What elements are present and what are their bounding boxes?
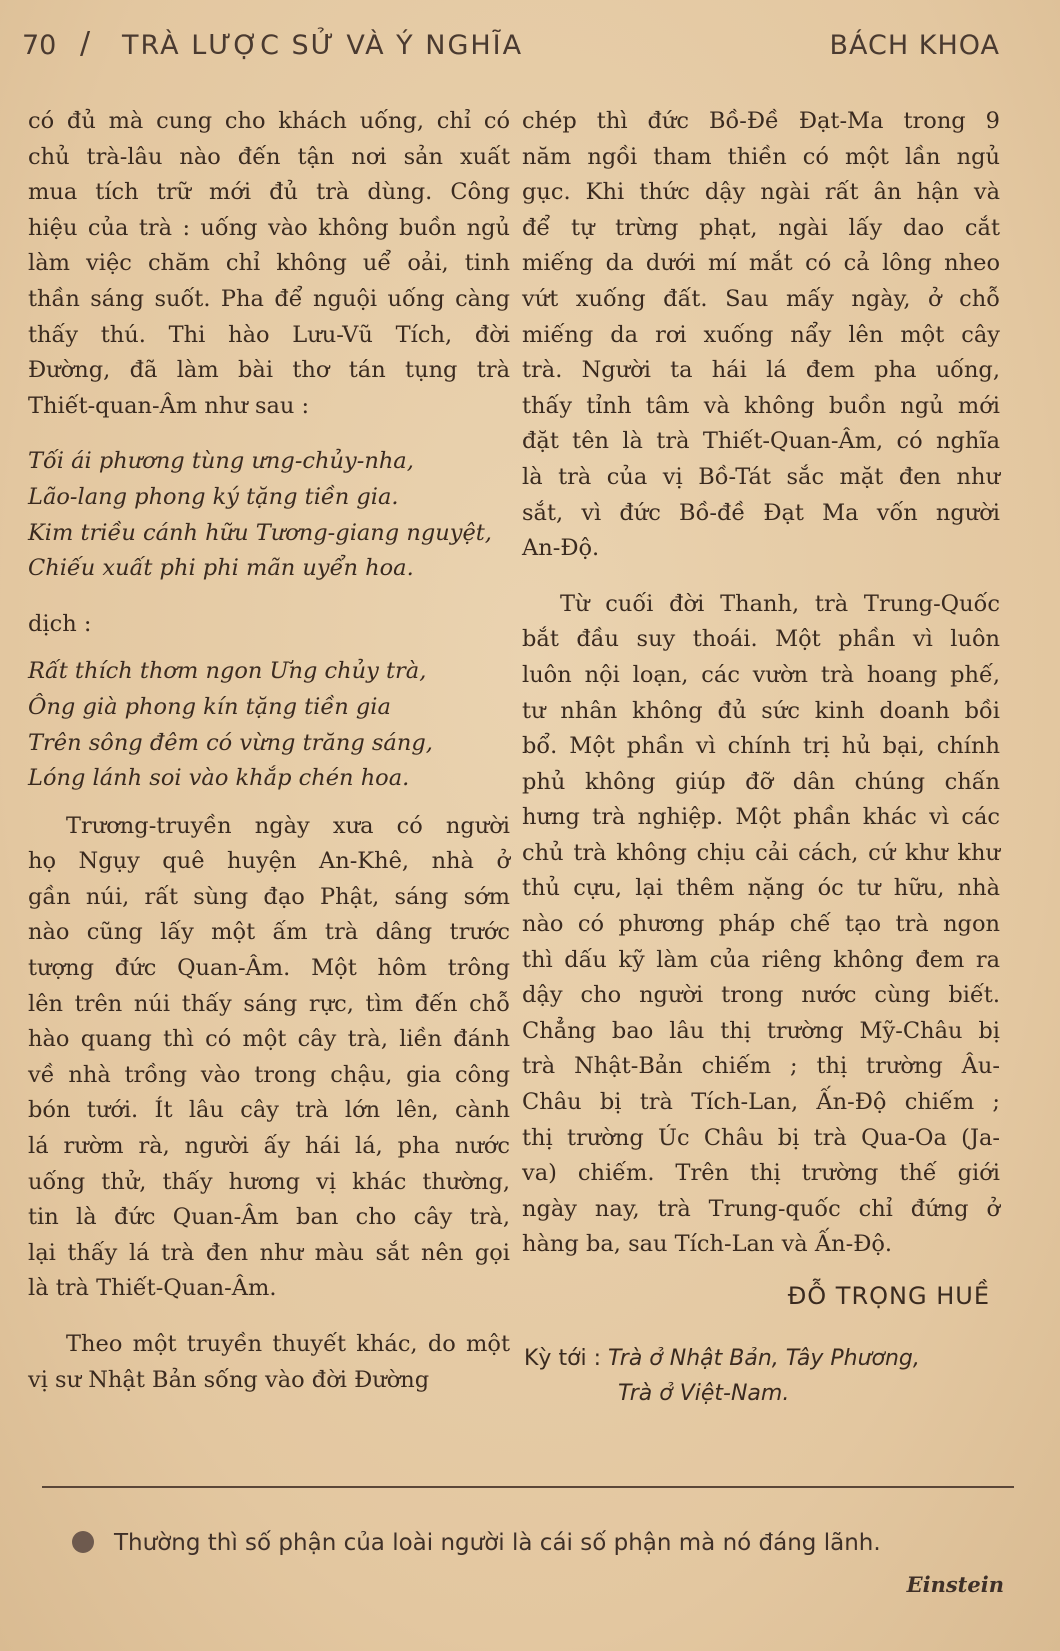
text-line: Theo một truyền thuyết khác, do một — [66, 1331, 510, 1357]
poem-line: Tối ái phương tùng ưng-chủy-nha, — [28, 448, 414, 475]
text-line: hiệu của trà : uống vào không buồn ngủ — [28, 214, 510, 241]
text-line: gục. Khi thức dậy ngài rất ân hận và — [522, 179, 1000, 206]
paragraph-decline — [522, 587, 1000, 1263]
text-line: thị trường Úc Châu bị trà Qua-Oa (Ja- — [522, 1124, 1000, 1151]
text-line: miếng da dưới mí mắt có cả lông nheo — [522, 250, 1000, 277]
text-line: hàng ba, sau Tích-Lan và Ấn-Độ. — [522, 1231, 893, 1258]
text-line: đặt tên là trà Thiết-Quan-Âm, có nghĩa — [522, 428, 1000, 455]
text-line: tư nhân không đủ sức kinh doanh bồi — [522, 697, 1000, 724]
translation-label: dịch : — [28, 610, 92, 637]
quote-text: Thường thì số phận của loài người là cái số phận mà nó đáng lãnh. — [114, 1530, 881, 1556]
footer-quote — [72, 1530, 881, 1556]
article-title: TRÀ LƯỢC SỬ VÀ Ý NGHĨA — [122, 30, 524, 61]
text-line: Chẳng bao lâu thị trường Mỹ-Châu bị — [522, 1017, 1000, 1044]
poem-line: Trên sông đêm có vừng trăng sáng, — [28, 729, 433, 756]
quote-author: Einstein — [906, 1572, 1004, 1597]
text-line: Từ cuối đời Thanh, trà Trung-Quốc — [560, 590, 1000, 617]
text-line: họ Ngụy quê huyện An-Khê, nhà ở — [28, 848, 510, 875]
text-line: tượng đức Quan-Âm. Một hôm trông — [28, 955, 510, 982]
text-line: trà Nhật-Bản chiếm ; thị trường Âu- — [522, 1053, 1000, 1080]
text-line: Trương-truyền ngày xưa có người — [66, 812, 510, 839]
text-line: mua tích trữ mới đủ trà dùng. Công — [28, 179, 510, 206]
text-line: bổ. Một phần vì chính trị hủ bại, chính — [522, 733, 1000, 760]
text-line: là trà của vị Bồ-Tát sắc mặt đen như — [522, 463, 1000, 490]
text-line: để tự trừng phạt, ngài lấy dao cắt — [522, 214, 1000, 241]
left-column — [28, 104, 510, 1398]
poem-line: Chiếu xuất phi phi mãn uyển hoa. — [28, 555, 414, 582]
next-issue-topic-2: Trà ở Việt-Nam. — [618, 1381, 790, 1407]
text-line: thần sáng suốt. Pha để nguội uống càng — [28, 285, 510, 312]
page-header — [22, 22, 1000, 72]
text-line: hưng trà nghiệp. Một phần khác vì các — [522, 804, 1000, 831]
text-line: phủ không giúp đỡ dân chúng chấn — [522, 768, 1000, 795]
poem-original — [28, 444, 510, 586]
text-line: chép thì đức Bồ-Đề Đạt-Ma trong 9 — [522, 108, 1000, 134]
text-line: có đủ mà cung cho khách uống, chỉ có — [28, 108, 510, 134]
text-line: miếng da rơi xuống nẩy lên một cây — [522, 321, 1000, 348]
text-line: trà. Người ta hái lá đem pha uống, — [522, 357, 1000, 384]
text-line: nào có phương pháp chế tạo trà ngon — [522, 911, 1000, 938]
right-column — [522, 104, 1000, 1412]
poem-line: Rất thích thơm ngon Ưng chủy trà, — [28, 658, 427, 685]
poem-line: Ông già phong kín tặng tiền gia — [28, 693, 391, 720]
paragraph-other-legend — [28, 1327, 510, 1398]
next-issue-label: Kỳ tới : — [524, 1345, 602, 1371]
paragraph-intro — [28, 104, 510, 424]
text-line: va) chiếm. Trên thị trường thế giới — [522, 1160, 1000, 1187]
text-line: hào quang thì có một cây trà, liền đánh — [28, 1026, 510, 1053]
text-line: Đường, đã làm bài thơ tán tụng trà — [28, 357, 510, 384]
text-line: bón tưới. Ít lâu cây trà lớn lên, cành — [28, 1097, 510, 1124]
next-issue-note — [522, 1341, 1000, 1412]
text-line: gần núi, rất sùng đạo Phật, sáng sớm — [28, 883, 510, 910]
text-line: vị sư Nhật Bản sống vào đời Đường — [28, 1366, 430, 1393]
text-line: An-Độ. — [522, 535, 600, 562]
text-line: nào cũng lấy một ấm trà dâng trước — [28, 919, 510, 946]
text-line: lên trên núi thấy sáng rực, tìm đến chỗ — [28, 990, 510, 1017]
paragraph-legend — [28, 809, 510, 1307]
text-line: vứt xuống đất. Sau mấy ngày, ở chỗ — [522, 285, 1000, 312]
text-line: Thiết-quan-Âm như sau : — [28, 392, 310, 419]
next-issue-topic-1: Trà ở Nhật Bản, Tây Phương, — [608, 1345, 920, 1371]
text-line: sắt, vì đức Bồ-đề Đạt Ma vốn người — [522, 499, 1000, 526]
text-line: thủ cựu, lại thêm nặng óc tư hữu, nhà — [522, 875, 1000, 902]
poem-translation — [28, 654, 510, 796]
text-line: chủ trà-lâu nào đến tận nơi sản xuất — [28, 143, 510, 170]
text-line: uống thử, thấy hương vị khác thường, — [28, 1168, 510, 1195]
page-number: 70 — [22, 30, 57, 61]
text-line: năm ngồi tham thiền có một lần ngủ — [522, 143, 1000, 170]
text-line: chủ trà không chịu cải cách, cứ khư khư — [522, 839, 1000, 866]
text-line: về nhà trồng vào trong chậu, gia công — [28, 1061, 510, 1088]
paragraph-bodhidharma — [522, 104, 1000, 567]
poem-line: Lão-lang phong ký tặng tiền gia. — [28, 483, 399, 510]
author-signature: ĐỖ TRỌNG HUỀ — [787, 1282, 990, 1310]
text-line: bắt đầu suy thoái. Một phần vì luôn — [522, 626, 1000, 653]
text-line: luôn nội loạn, các vườn trà hoang phế, — [522, 661, 1000, 688]
bullet-icon — [72, 1531, 94, 1553]
poem-line: Lóng lánh soi vào khắp chén hoa. — [28, 765, 410, 792]
text-line: thì dấu kỹ làm của riêng không đem ra — [522, 946, 1000, 973]
text-line: lá rườm rà, người ấy hái lá, pha nước — [28, 1133, 510, 1160]
text-line: dậy cho người trong nước cùng biết. — [522, 982, 1000, 1009]
magazine-name: BÁCH KHOA — [829, 30, 1000, 61]
text-line: thấy tỉnh tâm và không buồn ngủ mới — [522, 392, 1000, 419]
text-line: tin là đức Quan-Âm ban cho cây trà, — [28, 1204, 510, 1231]
text-line: thấy thú. Thi hào Lưu-Vũ Tích, đời — [28, 321, 510, 348]
text-line: ngày nay, trà Trung-quốc chỉ đứng ở — [522, 1195, 1000, 1222]
text-line: làm việc chăm chỉ không uể oải, tinh — [28, 250, 510, 277]
poem-line: Kim triều cánh hữu Tương-giang nguyệt, — [28, 519, 492, 546]
text-line: lại thấy lá trà đen như màu sắt nên gọi — [28, 1239, 510, 1266]
text-line: là trà Thiết-Quan-Âm. — [28, 1275, 277, 1302]
header-separator: / — [80, 26, 91, 61]
text-line: Châu bị trà Tích-Lan, Ấn-Độ chiếm ; — [522, 1089, 1000, 1116]
footer-rule — [42, 1486, 1014, 1488]
